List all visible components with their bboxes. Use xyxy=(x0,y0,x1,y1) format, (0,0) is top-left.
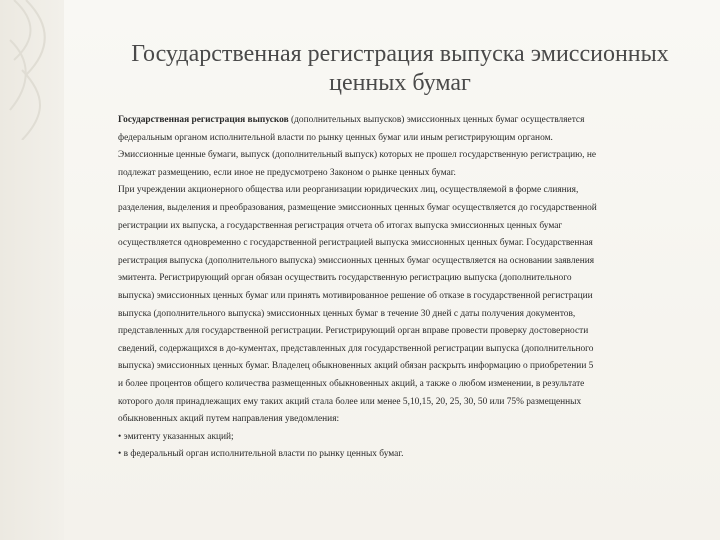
corner-ornament-icon xyxy=(6,0,66,140)
paragraph-line: обыкновенных акций путем направления уведомления: xyxy=(118,414,340,425)
title-line-1: Государственная регистрация выпуска эмиссионных xyxy=(131,41,669,67)
slide-title xyxy=(120,40,680,98)
paragraph-line: выпуска (дополнительного выпуска) эмиссионных ценных бумаг в течение 30 дней с даты получения документов, xyxy=(118,308,576,319)
body-text xyxy=(118,112,690,464)
bullet-item: • в федеральный орган исполнительной власти по рынку ценных бумаг. xyxy=(118,449,404,460)
paragraph-line: Эмиссионные ценные бумаги, выпуск (дополнительный выпуск) которых не прошел государственную регистрацию, не xyxy=(118,150,597,161)
paragraph-line: осуществляется одновременно с государственной регистрацией выпуска эмиссионных ценных бумаг. Государственная xyxy=(118,238,593,249)
paragraph-line: разделения, выделения и преобразования, размещение эмиссионных ценных бумаг осуществляется до государственной xyxy=(118,202,597,213)
lead-rest: (дополнительных выпусков) эмиссионных ценных бумаг осуществляется xyxy=(288,115,585,125)
paragraph-line xyxy=(118,112,690,130)
title-line-2: ценных бумаг xyxy=(329,70,471,96)
bullet-item: • эмитенту указанных акций; xyxy=(118,431,234,442)
paragraph-line: представленных для государственной регистрации. Регистрирующий орган вправе провести проверку достоверности xyxy=(118,326,589,337)
paragraph-line: выпуска) эмиссионных ценных бумаг или принять мотивированное решение об отказе в государственной регистрации xyxy=(118,290,593,301)
paragraph-line: которого доля принадлежащих ему таких акций стала более или менее 5,10,15, 20, 25, 30, 50 или 75% размещенных xyxy=(118,396,582,407)
paragraph-line: регистрация выпуска (дополнительного выпуска) эмиссионных ценных бумаг осуществляется на основании заявления xyxy=(118,255,595,266)
paragraph-line: федеральным органом исполнительной власти по рынку ценных бумаг или иным регистрирующим органом. xyxy=(118,132,553,143)
paragraph-line: эмитента. Регистрирующий орган обязан осуществить государственную регистрацию выпуска (дополнительного xyxy=(118,273,572,284)
paragraph-line: При учреждении акционерного общества или реорганизации юридических лиц, осуществляемой в форме слияния, xyxy=(118,185,579,196)
paragraph-line: выпуска) эмиссионных ценных бумаг. Владелец обыкновенных акций обязан раскрыть информацию о приобретении 5 xyxy=(118,361,594,372)
bold-lead: Государственная регистрация выпусков xyxy=(118,115,289,125)
paragraph-line: подлежат размещению, если иное не предусмотрено Законом о рынке ценных бумаг. xyxy=(118,167,456,178)
paragraph-line: и более процентов общего количества размещенных обыкновенных акций, а также о любом изменении, в результате xyxy=(118,378,585,389)
paragraph-line: регистрации их выпуска, а государственная регистрация отчета об итогах выпуска эмиссионных ценных бумаг xyxy=(118,220,563,231)
paragraph-line: сведений, содержащихся в до-кументах, представленных для государственной регистрации выпуска (дополнительного xyxy=(118,343,594,354)
